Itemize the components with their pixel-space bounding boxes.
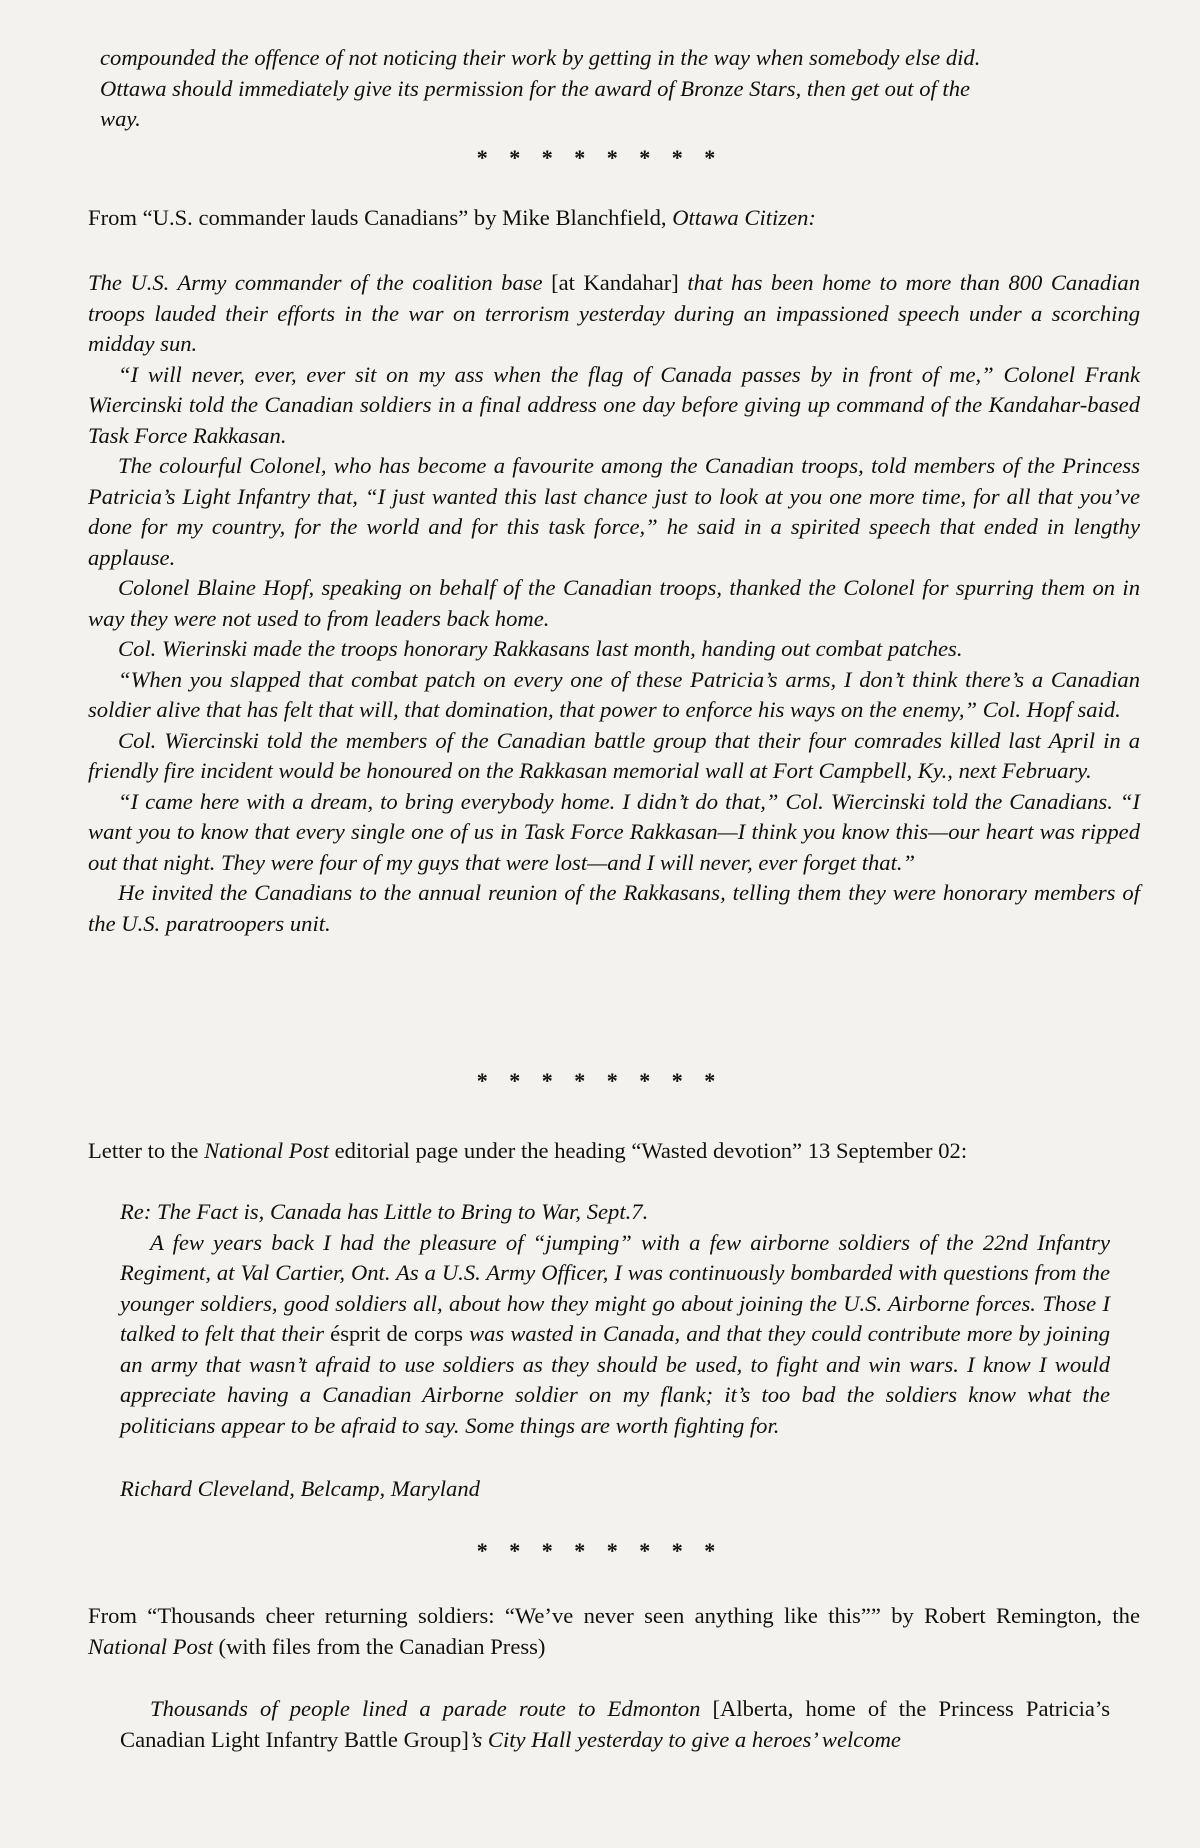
letter-term: ésprit de corps — [330, 1321, 463, 1346]
intro-text: (with files from the Canadian Press) — [212, 1633, 546, 1659]
quote-paragraph — [120, 1694, 1110, 1755]
letter-body — [120, 1197, 1110, 1441]
carryover-line-2: Ottawa should immediately give its permission for the award of Bronze Stars, then get out of the way. — [100, 75, 971, 131]
carryover-line-1: compounded the offence of not noticing their work by getting in the way when somebody else did. — [100, 45, 981, 70]
quote-paragraph: “I came here with a dream, to bring everybody home. I didn’t do that,” Col. Wiercinski told the Canadians. “I want you to know that every single one of us in Task Force Rakkasan—I think you know this—our heart was ripped out that night. They were four of my guys that were lost—and I will never, ever forget that.” — [88, 788, 1140, 875]
source-name: Ottawa Citizen: — [672, 205, 816, 230]
letter-text: was wasted in Canada, and that they could contribute more by joining an army that wasn’t afraid to use soldiers as they should be used, to fight and win wars. I know I would appreciate having a Canadian Airborne soldier on my flank; it’s too bad the soldiers know what the politicians appear to be afraid to say. Some things are worth fighting for. — [120, 1321, 1110, 1438]
quote-paragraph: The colourful Colonel, who has become a favourite among the Canadian troops, told members of the Princess Patricia’s Light Infantry that, “I just wanted this last chance just to look at you one more time, for all that you’ve done for my country, for the world and for this task force,” he said in a spirited speech that ended in lengthy applause. — [88, 453, 1140, 570]
quote-text: that has been home to more than 800 Canadian troops lauded their efforts in the war on terrorism yesterday during an impassioned speech under a scorching midday sun. — [88, 270, 1140, 356]
section-intro — [88, 1136, 1140, 1167]
source-name: National Post — [88, 1633, 213, 1659]
article-quote — [120, 1694, 1110, 1755]
section-separator: * * * * * * * * — [476, 1538, 724, 1563]
editorial-insert: [Alberta, home of the Princess Patricia’s Canadian Light Infantry Battle Group] — [120, 1696, 1110, 1752]
letter-text: A few years back I had the pleasure of “jumping” with a few airborne soldiers of the 22nd Infantry Regiment, at Val Cartier, Ont. As a U.S. Army Officer, I was continuously bombarded with questions from the younger soldiers, good soldiers all, about how they might go about joining the U.S. Airborne forces. Those I talked to felt that their — [120, 1229, 1110, 1346]
quote-paragraph: “I will never, ever, ever sit on my ass when the flag of Canada passes by in front of me,” Colonel Frank Wiercinski told the Canadian soldiers in a final address one day before giving up command of the Kandahar-based Task Force Rakkasan. — [88, 361, 1140, 448]
letter-re-line: Re: The Fact is, Canada has Little to Bring to War, Sept.7. — [120, 1199, 649, 1224]
quote-paragraph: Colonel Blaine Hopf, speaking on behalf of the Canadian troops, thanked the Colonel for spurring them on in way they were not used to from leaders back home. — [88, 575, 1140, 631]
source-name: National Post — [204, 1138, 329, 1163]
letter-paragraph — [120, 1228, 1110, 1442]
section-intro — [88, 1601, 1140, 1662]
quote-text: ’s City Hall yesterday to give a heroes’ welcome — [468, 1726, 901, 1752]
intro-paragraph — [88, 1601, 1140, 1662]
letter-signature: Richard Cleveland, Belcamp, Maryland — [120, 1476, 480, 1501]
quote-paragraph: “When you slapped that combat patch on every one of these Patricia’s arms, I don’t think there’s a Canadian soldier alive that has felt that will, that domination, that power to enforce his ways on the enemy,” Col. Hopf said. — [88, 666, 1140, 722]
quote-text: The U.S. Army commander of the coalition base — [88, 270, 552, 295]
intro-text: From “U.S. commander lauds Canadians” by Mike Blanchfield, — [88, 205, 673, 230]
quote-paragraph: Col. Wierinski made the troops honorary Rakkasans last month, handing out combat patches. — [118, 636, 963, 661]
quote-text: Thousands of people lined a parade route to Edmonton — [150, 1696, 713, 1721]
carryover-text — [100, 43, 990, 135]
intro-text: From “Thousands cheer returning soldiers: “We’ve never seen anything like this”” by Robert Remington, the — [88, 1603, 1140, 1628]
quote-paragraph — [88, 268, 1140, 360]
section-separator: * * * * * * * * — [476, 145, 724, 170]
section-separator: * * * * * * * * — [476, 1068, 724, 1093]
quote-paragraph: Col. Wiercinski told the members of the Canadian battle group that their four comrades killed last April in a friendly fire incident would be honoured on the Rakkasan memorial wall at Fort Campbell, Ky., next February. — [88, 727, 1140, 783]
section-intro — [88, 203, 1140, 234]
intro-text: editorial page under the heading “Wasted devotion” 13 September 02: — [328, 1138, 968, 1163]
editorial-insert: [at Kandahar] — [551, 270, 679, 295]
intro-text: Letter to the — [88, 1138, 205, 1163]
article-quote — [88, 268, 1140, 939]
quote-paragraph: He invited the Canadians to the annual reunion of the Rakkasans, telling them they were honorary members of the U.S. paratroopers unit. — [88, 880, 1140, 936]
